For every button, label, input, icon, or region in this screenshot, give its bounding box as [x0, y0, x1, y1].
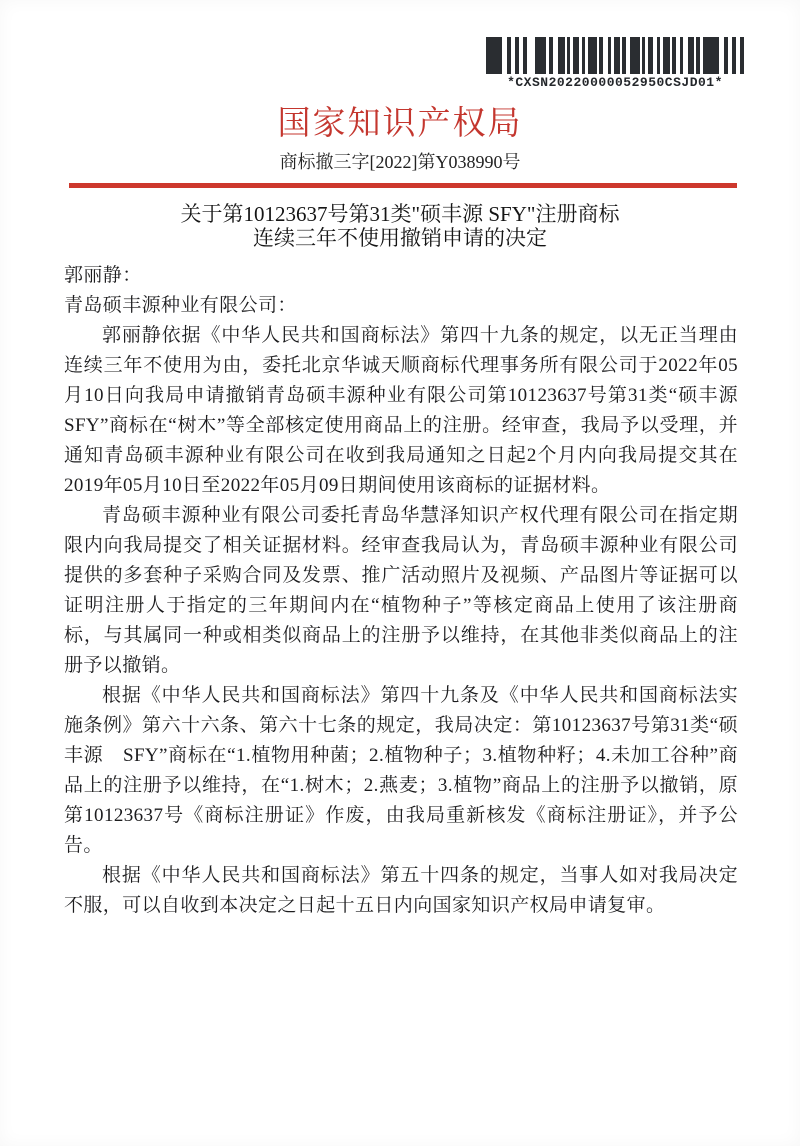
agency-title: 国家知识产权局: [277, 106, 523, 142]
document-title-line1: 关于第10123637号第31类"硕丰源 SFY"注册商标: [180, 202, 620, 226]
recipient-company: 青岛硕丰源种业有限公司：: [64, 295, 297, 316]
recipient-person: 郭丽静：: [64, 265, 142, 286]
document-title-line2: 连续三年不使用撤销申请的决定: [253, 226, 547, 250]
paragraph-decision: 根据《中华人民共和国商标法》第四十九条及《中华人民共和国商标法实施条例》第六十六条、第六十七条的规定，我局决定：第10123637号第31类“硕丰源 SFY”商标在“1.植物用种菌；2.植物种子；3.植物种籽；4.未加工谷种”商品上的注册予以维持，在“1.树木；2.燕麦；3.植物”商品上的注册予以撤销，原第10123637号《商标注册证》作废，由我局重新核发《商标注册证》，并予公告。: [64, 685, 738, 856]
document-title: [0, 202, 800, 250]
doc-number: 商标撤三字[2022]第Y038990号: [279, 152, 521, 172]
red-divider: [69, 183, 737, 188]
document-body: [64, 261, 758, 921]
barcode: [486, 37, 744, 90]
barcode-bars: [486, 37, 744, 74]
paragraph-review-rights: 根据《中华人民共和国商标法》第五十四条的规定，当事人如对我局决定不服，可以自收到本决定之日起十五日内向国家知识产权局申请复审。: [64, 865, 738, 916]
paragraph-evidence: 青岛硕丰源种业有限公司委托青岛华慧泽知识产权代理有限公司在指定期限内向我局提交了相关证据材料。经审查我局认为，青岛硕丰源种业有限公司提供的多套种子采购合同及发票、推广活动照片及视频、产品图片等证据可以证明注册人于指定的三年期间内在“植物种子”等核定商品上使用了该注册商标，与其属同一种或相类似商品上的注册予以维持，在其他非类似商品上的注册予以撤销。: [64, 505, 738, 676]
barcode-text: *CXSN20220000052950CSJD01*: [507, 75, 723, 90]
paragraph-application: 郭丽静依据《中华人民共和国商标法》第四十九条的规定，以无正当理由连续三年不使用为由，委托北京华诚天顺商标代理事务所有限公司于2022年05月10日向我局申请撤销青岛硕丰源种业有限公司第10123637号第31类“硕丰源 SFY”商标在“树木”等全部核定使用商品上的注册。经审查，我局予以受理，并通知青岛硕丰源种业有限公司在收到我局通知之日起2个月内向我局提交其在2019年05月10日至2022年05月09日期间使用该商标的证据材料。: [64, 325, 758, 496]
